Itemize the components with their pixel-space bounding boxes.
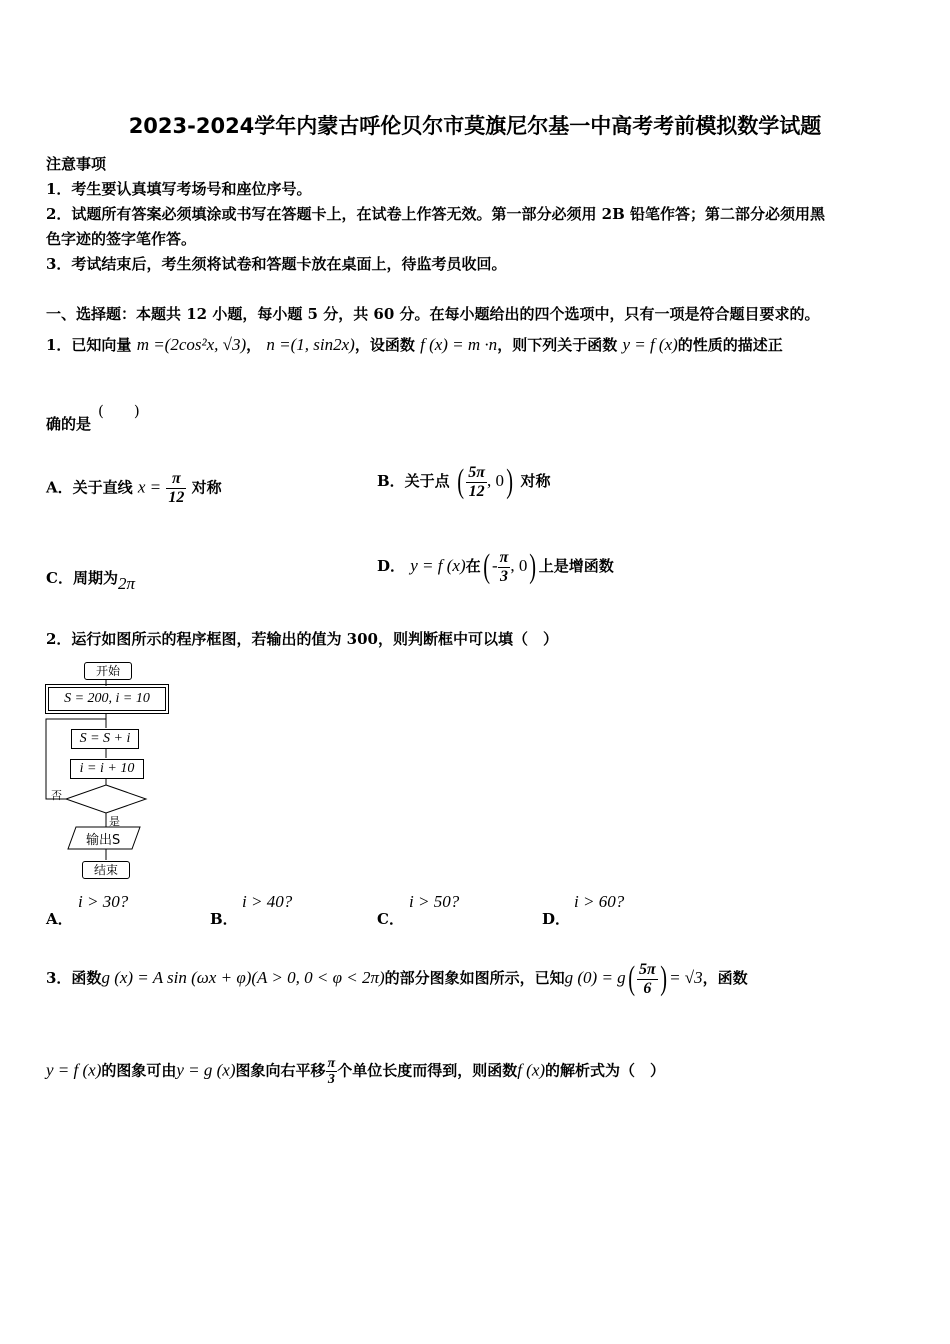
q1-option-a-tail: 对称	[191, 478, 222, 497]
q2-option-a-expr: i > 30?	[78, 892, 129, 911]
q3-shift-den: 3	[327, 1072, 335, 1087]
q1-option-b-lparen: (	[457, 463, 464, 500]
q1-option-c-label: C．周期为	[46, 569, 118, 587]
q3-lparen: (	[627, 960, 635, 997]
q3-shift-fraction	[326, 1056, 338, 1087]
q1-option-b	[377, 463, 551, 501]
flow-end: 结束	[82, 861, 130, 879]
q1-option-b-num: 5π	[468, 463, 485, 481]
q1-option-b-den: 12	[468, 482, 485, 500]
q1-function-y: y = f (x)	[622, 335, 678, 354]
q1-option-a-den: 12	[168, 489, 185, 506]
q3-shift-num: π	[327, 1056, 336, 1071]
q1-answer-paren: ( )	[98, 402, 140, 420]
q1-vector-m: m =(2cos²x, √3)	[136, 335, 247, 354]
flow-decision-diamond	[66, 785, 146, 813]
q2-option-c-expr: i > 50?	[409, 892, 460, 911]
q3-function-f: f (x)	[517, 1060, 546, 1080]
flow-output-label: 输出S	[86, 833, 121, 848]
q1-option-d-in: 在	[465, 557, 481, 575]
flowchart	[40, 655, 180, 885]
q2-option-d-expr: i > 60?	[574, 892, 625, 911]
q1-option-b-label: B．关于点	[377, 472, 450, 490]
flow-init-box: S = 200, i = 10	[48, 687, 166, 711]
q3-condition-start: g (0) = g	[564, 968, 626, 987]
q1-option-b-zero: , 0	[486, 471, 504, 490]
notice-item-3: 3．考试结束后，考生须将试卷和答题卡放在桌面上，待监考员收回。	[46, 255, 507, 273]
q1-option-c	[46, 567, 135, 593]
question-3-line-1	[46, 960, 748, 998]
q1-mid2: ，则下列关于函数	[497, 336, 618, 354]
notice-item-1: 1．考生要认真填写考场号和座位序号。	[46, 180, 312, 198]
q1-vector-n: n =(1, sin2x)	[266, 335, 355, 354]
q3-line2-d: 的解析式为（ ）	[545, 1061, 666, 1080]
flow-step1-box: S = S + i	[71, 729, 139, 749]
q2-option-d-label: D．	[542, 910, 571, 928]
flow-start: 开始	[84, 662, 132, 680]
notice-heading: 注意事项	[46, 155, 107, 173]
q1-option-d	[377, 548, 614, 586]
q1-option-a-label: A．关于直线	[46, 478, 133, 497]
question-3-line-2	[46, 1056, 665, 1087]
flow-yes-label: 是	[109, 815, 120, 828]
q3-prefix: 3．函数	[46, 969, 102, 987]
q1-option-d-zero: , 0	[510, 556, 528, 575]
q1-option-b-fraction	[466, 464, 487, 501]
q1-option-a-x: x =	[137, 477, 162, 497]
q2-option-b-expr: i > 40?	[242, 892, 293, 911]
q3-condition-end: = √3	[669, 968, 703, 987]
question-2: 2．运行如图所示的程序框图，若输出的值为 300，则判断框中可以填（ ）	[46, 630, 558, 648]
q2-option-b-label: B．	[210, 910, 238, 928]
q1-function-f: f (x) = m ·n	[420, 335, 498, 354]
q1-option-d-den: 3	[499, 567, 508, 585]
q1-option-d-function: y = f (x)	[410, 556, 466, 575]
q3-function-yg: y = g (x)	[176, 1060, 236, 1080]
q3-line2-b: 图象向右平移	[235, 1061, 326, 1080]
q1-option-b-tail: 对称	[520, 472, 551, 490]
q1-prefix: 1．已知向量	[46, 336, 132, 354]
notice-item-2: 2．试题所有答案必须填涂或书写在答题卡上，在试卷上作答无效。第一部分必须用 2B 铅笔作答；第二部分必须用黑	[46, 205, 826, 223]
q1-mid: ，设函数	[354, 336, 415, 354]
q1-option-b-rparen: )	[506, 463, 514, 500]
page-title: 2023-2024学年内蒙古呼伦贝尔市莫旗尼尔基一中高考考前模拟数学试题	[128, 114, 822, 138]
flow-step2-box: i = i + 10	[70, 759, 144, 779]
q1-option-d-minus: -	[491, 556, 498, 575]
q1-option-a	[46, 470, 222, 507]
notice-item-2-cont: 色字迹的签字笔作答。	[46, 230, 197, 248]
q1-option-d-lparen: (	[482, 548, 490, 585]
flow-no-label: 否	[51, 789, 62, 802]
q3-line2-c: 个单位长度而得到，则函数	[337, 1061, 518, 1080]
q2-option-c-label: C．	[377, 910, 404, 928]
q1-option-d-num: π	[499, 548, 509, 566]
q3-condition-num: 5π	[639, 960, 656, 978]
q1-option-d-label: D．	[377, 557, 406, 575]
q3-function-y: y = f (x)	[46, 1060, 102, 1080]
q1-comma: ，	[246, 336, 262, 354]
q1-option-d-rparen: )	[529, 548, 537, 585]
q1-suffix: 的性质的描述正	[677, 336, 783, 354]
q3-function-g: g (x) = A sin (ωx + φ)(A > 0, 0 < φ < 2π)	[101, 968, 385, 987]
q3-rparen: )	[660, 960, 667, 997]
q1-option-a-fraction	[166, 470, 186, 507]
q1-option-d-fraction	[498, 549, 511, 586]
q2-option-a-label: A．	[46, 910, 73, 928]
q3-condition-den: 6	[643, 979, 652, 997]
question-1-line-1	[46, 334, 783, 355]
q1-option-a-num: π	[166, 470, 186, 489]
q3-condition-fraction	[637, 961, 658, 998]
q1-option-d-tail: 上是增函数	[538, 557, 614, 575]
question-1-line-2: 确的是	[46, 415, 92, 433]
q3-mid: 的部分图象如图所示，已知	[384, 969, 565, 987]
q3-line2-a: 的图象可由	[101, 1061, 177, 1080]
q1-option-c-value: 2π	[117, 574, 135, 593]
section-heading: 一、选择题：本题共 12 小题，每小题 5 分，共 60 分。在每小题给出的四个选项中，只有一项是符合题目要求的。	[46, 305, 820, 323]
q3-suffix: ，函数	[702, 969, 748, 987]
